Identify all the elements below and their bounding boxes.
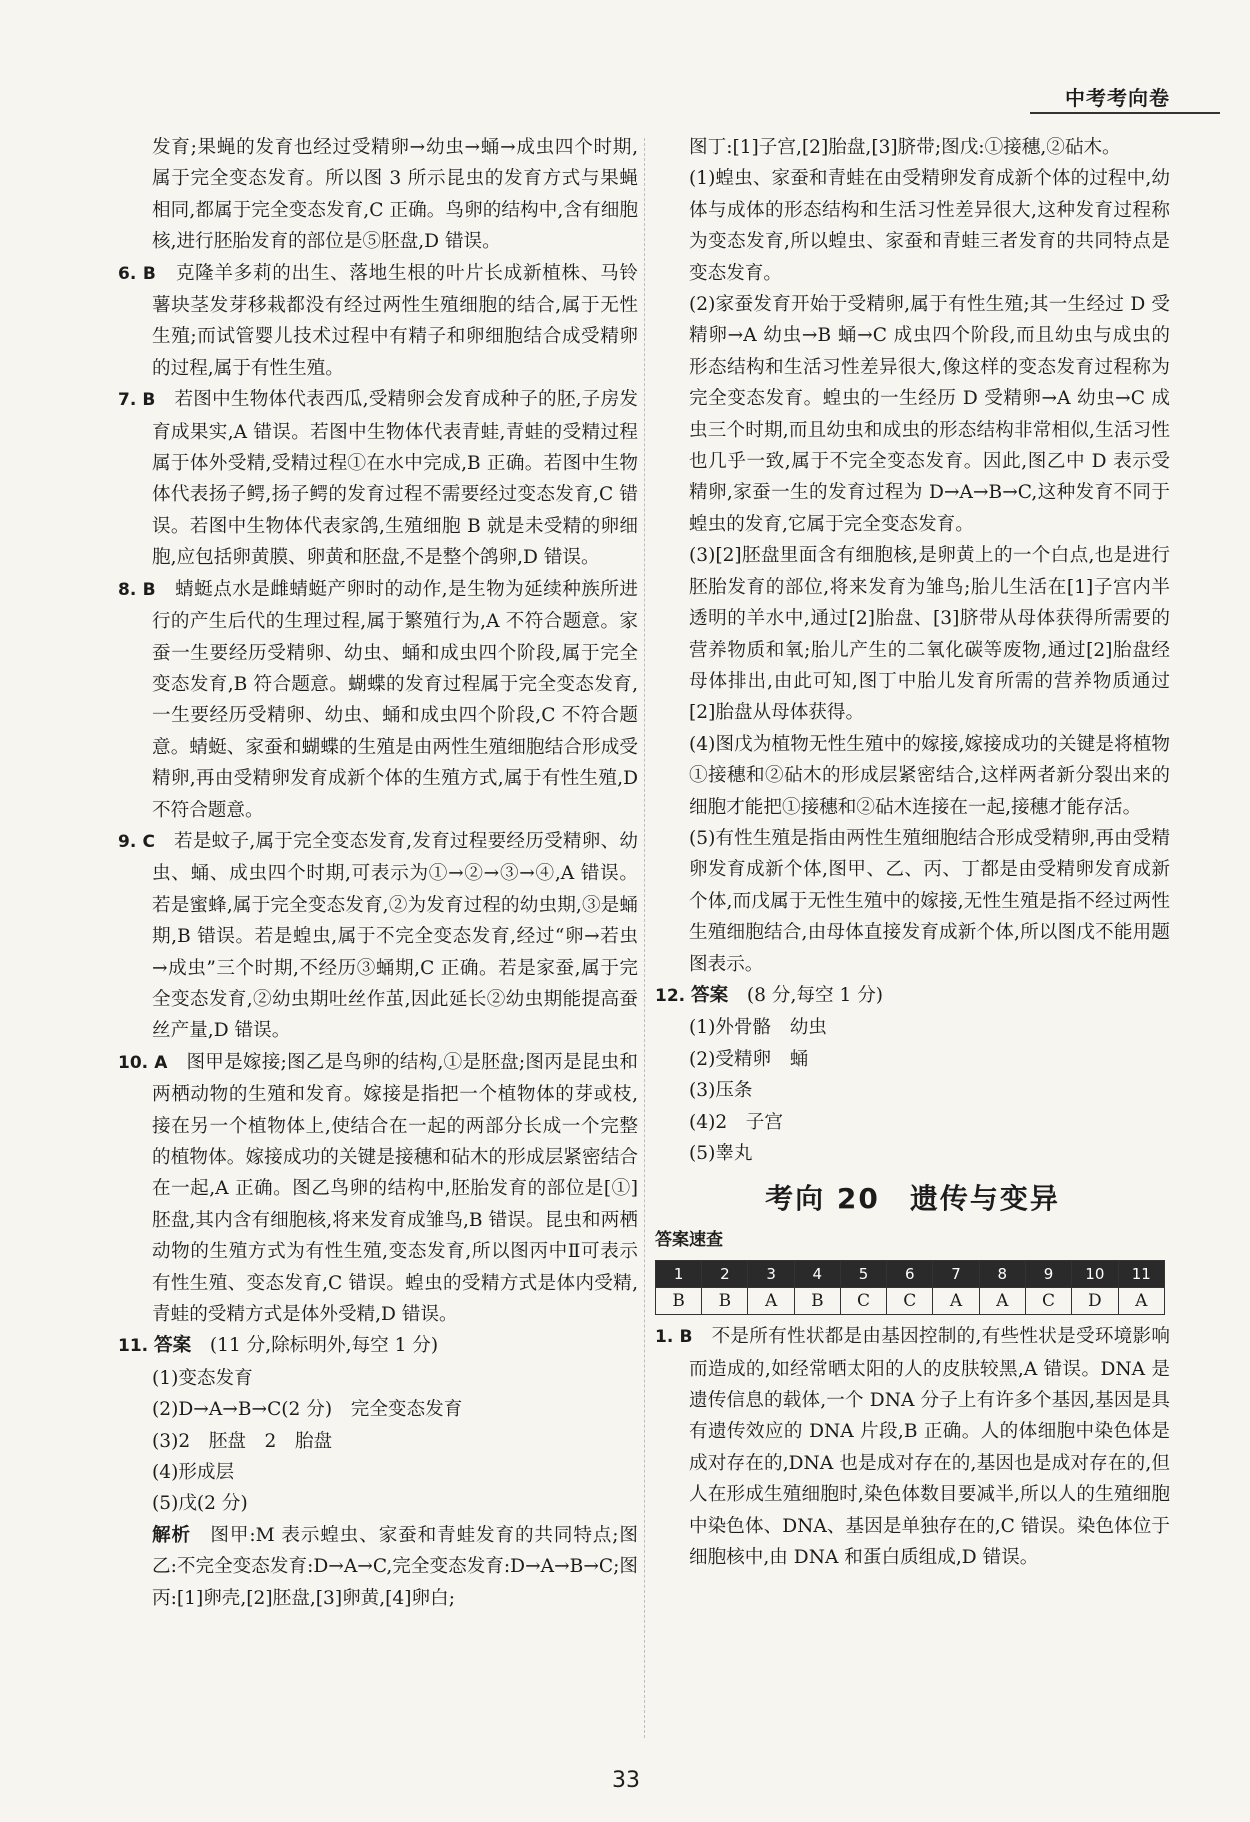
answer-table-number-cell: 4 [794, 1261, 840, 1288]
question-number: 9. C [118, 831, 155, 852]
column-divider [644, 138, 645, 1738]
analysis-point-4: (4)图戊为植物无性生殖中的嫁接,嫁接成功的关键是将植物①接穗和②砧木的形成层紧密结合,这样两者新分裂出来的细胞才能把①接穗和②砧木连接在一起,接穗才能存活。 [689, 733, 1170, 818]
answer-table-answer-cell: A [748, 1288, 794, 1315]
answer-line: (3)2 胚盘 2 胎盘 [152, 1430, 333, 1452]
question-number: 7. B [118, 390, 156, 411]
answer-line: (5)睾丸 [689, 1143, 753, 1164]
answer-line: (1)变态发育 [152, 1367, 253, 1389]
answer-table-number-cell: 9 [1025, 1261, 1071, 1288]
answer-label: 答案 [691, 984, 729, 1006]
answer-table-answer-cell: A [979, 1288, 1025, 1315]
analysis-continued: 图丁:[1]子宫,[2]胎盘,[3]脐带;图戊:①接穗,②砧木。 [689, 137, 1121, 158]
answer-table-answer-cell: D [1072, 1288, 1118, 1315]
answer-line: (4)形成层 [152, 1462, 235, 1484]
header-rule [1030, 112, 1220, 114]
answer-table-answer-cell: C [887, 1288, 933, 1315]
analysis-point-5: (5)有性生殖是指由两性生殖细胞结合形成受精卵,再由受精卵发育成新个体,图甲、乙、丙、丁都是由受精卵发育成新个体,而戊属于无性生殖中的嫁接,无性生殖是指不经过两性生殖细胞结合,由母体直接发育成新个体,所以图戊不能用题图表示。 [689, 827, 1170, 975]
analysis-point-1: (1)蝗虫、家蚕和青蛙在由受精卵发育成新个体的过程中,幼体与成体的形态结构和生活习性差异很大,这种发育过程称为变态发育,所以蝗虫、家蚕和青蛙三者发育的共同特点是变态发育。 [689, 168, 1170, 284]
answer-table-answer-cell: B [794, 1288, 840, 1315]
question-6 [118, 258, 638, 385]
right-column [655, 132, 1170, 1573]
answer-line: (2)D→A→B→C(2 分) 完全变态发育 [152, 1399, 463, 1421]
analysis-text: 图甲:M 表示蝗虫、家蚕和青蛙发育的共同特点;图乙:不完全变态发育:D→A→C,完全变态发育:D→A→B→C;图丙:[1]卵壳,[2]胚盘,[3]卵黄,[4]卵白; [152, 1524, 638, 1609]
answer-table-answer-cell: A [933, 1288, 979, 1315]
answer-table-answer-cell: C [1025, 1288, 1071, 1315]
answer-table-number-cell: 6 [887, 1261, 933, 1288]
question-11 [118, 1330, 638, 1362]
answer-table-number-cell: 5 [840, 1261, 886, 1288]
question-number: 11. [118, 1336, 149, 1357]
question-text: 不是所有性状都是由基因控制的,有些性状是受环境影响而造成的,如经常晒太阳的人的皮肤较黑,A 错误。DNA 是遗传信息的载体,一个 DNA 分子上有许多个基因,基因是具有遗传效应的 DNA 片段,B 正确。人的体细胞中染色体是成对存在的,DNA 也是成对存在的,基因也是成对存在的,但人在形成生殖细胞时,染色体数目要减半,所以人的生殖细胞中染色体、DNA、基因是单独存在的,C 错误。染色体位于细胞核中,由 DNA 和蛋白质组成,D 错误。 [689, 1326, 1170, 1569]
left-column [118, 132, 638, 1614]
answer-table-header-row [656, 1261, 1165, 1288]
score-note: (8 分,每空 1 分) [746, 984, 884, 1006]
question-number: 6. B [118, 263, 156, 284]
header-title: 中考考向卷 [1065, 86, 1170, 110]
page-number: 33 [612, 1768, 640, 1793]
answer-table-answer-row [656, 1288, 1165, 1315]
score-note: (11 分,除标明外,每空 1 分) [209, 1335, 439, 1357]
section-title: 考向 20 遗传与变异 [765, 1182, 1060, 1216]
answer-table [655, 1260, 1165, 1315]
question-7 [118, 384, 638, 573]
question-text: 克隆羊多莉的出生、落地生根的叶片长成新植株、马铃薯块茎发芽移栽都没有经过两性生殖细胞的结合,属于无性生殖;而试管婴儿技术过程中有精子和卵细胞结合成受精卵的过程,属于有性生殖。 [152, 262, 638, 379]
question-number: 12. [655, 985, 686, 1006]
answer-label: 答案 [154, 1335, 192, 1357]
answer-table-number-cell: 10 [1072, 1261, 1118, 1288]
continued-paragraph: 发育;果蝇的发育也经过受精卵→幼虫→蛹→成虫四个时期,属于完全变态发育。所以图 3 所示昆虫的发育方式与果蝇相同,都属于完全变态发育,C 正确。鸟卵的结构中,含有细胞核,进行胚胎发育的部位是⑤胚盘,D 错误。 [152, 137, 638, 253]
answer-table-number-cell: 11 [1118, 1261, 1164, 1288]
question-number: 10. A [118, 1052, 168, 1073]
answer-line: (4)2 子宫 [689, 1111, 783, 1133]
question-12 [655, 980, 1170, 1012]
question-text: 若是蚊子,属于完全变态发育,发育过程要经历受精卵、幼虫、蛹、成虫四个时期,可表示为①→②→③→④,A 错误。若是蜜蜂,属于完全变态发育,②为发育过程的幼虫期,③是蛹期,B 错误。若是蝗虫,属于不完全变态发育,经过“卵→若虫→成虫”三个时期,不经历③蛹期,C 正确。若是家蚕,属于完全变态发育,②幼虫期吐丝作茧,因此延长②幼虫期能提高蚕丝产量,D 错误。 [152, 830, 638, 1042]
answer-table-number-cell: 7 [933, 1261, 979, 1288]
answer-table-number-cell: 3 [748, 1261, 794, 1288]
question-text: 图甲是嫁接;图乙是鸟卵的结构,①是胚盘;图丙是昆虫和两栖动物的生殖和发育。嫁接是指把一个植物体的芽或枝,接在另一个植物体上,使结合在一起的两部分长成一个完整的植物体。嫁接成功的关键是接穗和砧木的形成层紧密结合在一起,A 正确。图乙鸟卵的结构中,胚胎发育的部位是[①]胚盘,其内含有细胞核,将来发育成雏鸟,B 错误。昆虫和两栖动物的生殖方式为有性生殖,变态发育,所以图丙中Ⅱ可表示有性生殖、变态发育,C 错误。蝗虫的受精方式是体内受精,青蛙的受精方式是体外受精,D 错误。 [152, 1051, 638, 1326]
answer-table-answer-cell: B [656, 1288, 702, 1315]
answer-line: (1)外骨骼 幼虫 [689, 1017, 827, 1039]
analysis-point-3: (3)[2]胚盘里面含有细胞核,是卵黄上的一个白点,也是进行胚胎发育的部位,将来发育为雏鸟;胎儿生活在[1]子宫内半透明的羊水中,通过[2]胎盘、[3]脐带从母体获得所需要的营养物质和氧;胎儿产生的二氧化碳等废物,通过[2]胎盘经母体排出,由此可知,图丁中胎儿发育所需的营养物质通过[2]胎盘从母体获得。 [689, 545, 1170, 724]
question-text: 若图中生物体代表西瓜,受精卵会发育成种子的胚,子房发育成果实,A 错误。若图中生物体代表青蛙,青蛙的受精过程属于体外受精,受精过程①在水中完成,B 正确。若图中生物体代表扬子鳄,扬子鳄的发育过程不需要经过变态发育,C 错误。若图中生物体代表家鸽,生殖细胞 B 就是未受精的卵细胞,应包括卵黄膜、卵黄和胚盘,不是整个鸽卵,D 错误。 [152, 389, 638, 569]
answer-line: (3)压条 [689, 1080, 753, 1102]
answer-table-number-cell: 1 [656, 1261, 702, 1288]
answer-table-answer-cell: A [1118, 1288, 1164, 1315]
answer-table-number-cell: 8 [979, 1261, 1025, 1288]
analysis-label: 解析 [152, 1524, 191, 1546]
question-8 [118, 574, 638, 826]
question-9 [118, 826, 638, 1047]
analysis-point-2: (2)家蚕发育开始于受精卵,属于有性生殖;其一生经过 D 受精卵→A 幼虫→B 蛹→C 成虫四个阶段,而且幼虫与成虫的形态结构和生活习性差异很大,像这样的变态发育过程称为完全变态发育。蝗虫的一生经历 D 受精卵→A 幼虫→C 成虫三个时期,而且幼虫和成虫的形态结构非常相似,生活习性也几乎一致,属于不完全变态发育。因此,图乙中 D 表示受精卵,家蚕一生的发育过程为 D→A→B→C,这种发育不同于蝗虫的发育,它属于完全变态发育。 [689, 294, 1170, 535]
answer-table-answer-cell: B [702, 1288, 748, 1315]
question-text: 蜻蜓点水是雌蜻蜓产卵时的动作,是生物为延续种族所进行的产生后代的生理过程,属于繁殖行为,A 不符合题意。家蚕一生要经历受精卵、幼虫、蛹和成虫四个阶段,属于完全变态发育,B 符合题意。蝴蝶的发育过程属于完全变态发育,一生要经历受精卵、幼虫、蛹和成虫四个阶段,C 不符合题意。蜻蜓、家蚕和蝴蝶的生殖是由两性生殖细胞结合形成受精卵,再由受精卵发育成新个体的生殖方式,属于有性生殖,D 不符合题意。 [152, 578, 638, 821]
question-number: 8. B [118, 579, 156, 600]
question-1 [655, 1321, 1170, 1573]
quick-answer-label: 答案速查 [655, 1229, 723, 1250]
answer-table-number-cell: 2 [702, 1261, 748, 1288]
question-number: 1. B [655, 1327, 693, 1348]
answer-line: (5)戊(2 分) [152, 1493, 248, 1515]
analysis-paragraph [118, 1520, 638, 1614]
answer-table-answer-cell: C [840, 1288, 886, 1315]
question-10 [118, 1047, 638, 1331]
answer-line: (2)受精卵 蛹 [689, 1048, 809, 1070]
